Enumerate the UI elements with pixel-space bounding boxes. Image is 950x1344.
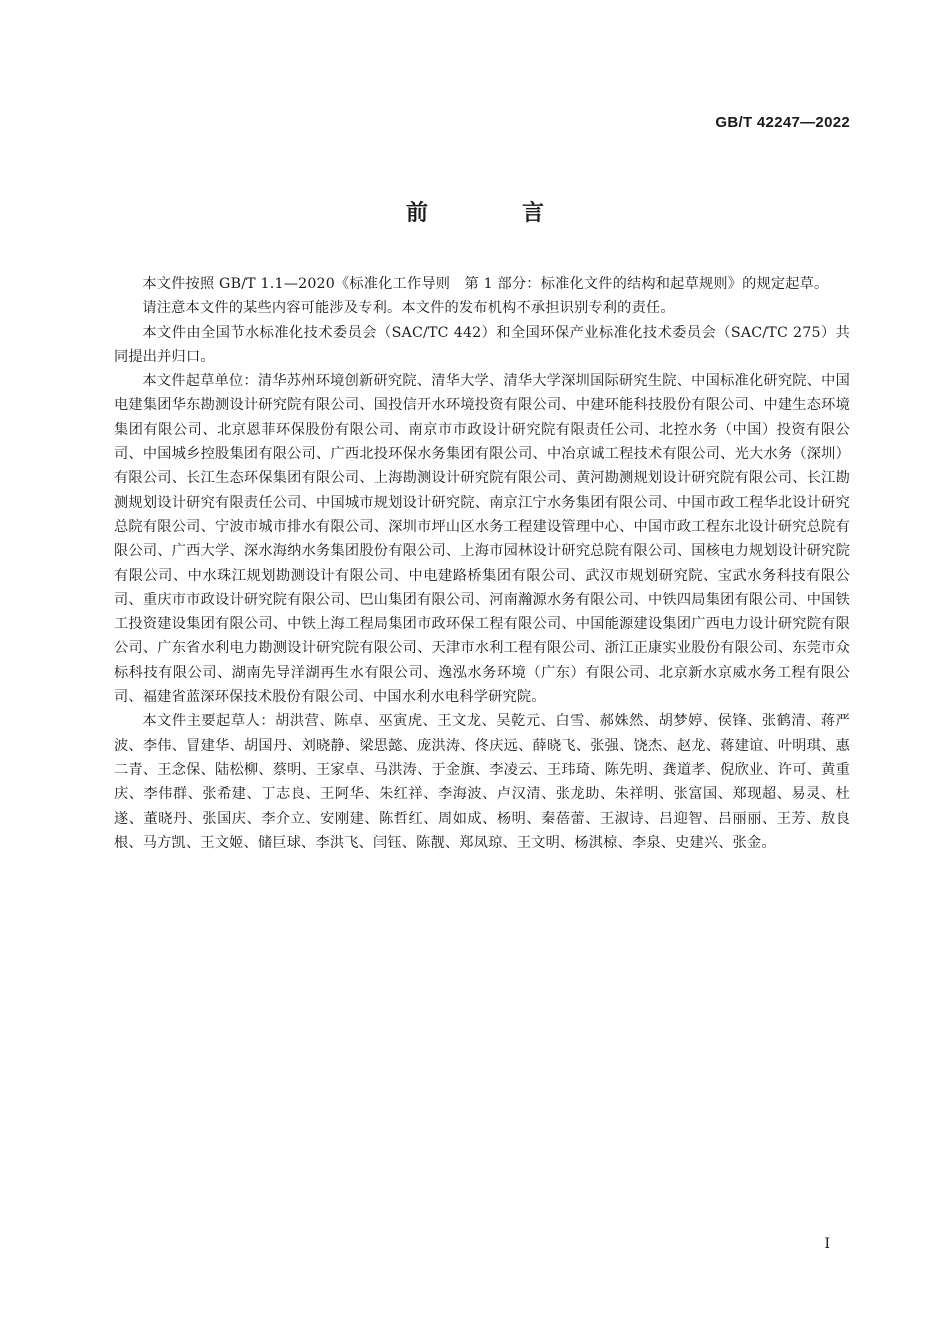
page-number: I (824, 1236, 830, 1252)
paragraph-drafting-rules: 本文件按照 GB/T 1.1—2020《标准化工作导则 第 1 部分：标准化文件的结构和起草规则》的规定起草。 (142, 276, 829, 292)
paragraph-proposer: 本文件由全国节水标准化技术委员会（SAC/TC 442）和全国环保产业标准化技术委员会（SAC/TC 275）共同提出并归口。 (114, 324, 850, 365)
paragraph-drafters: 本文件主要起草人：胡洪营、陈卓、巫寅虎、王文龙、吴乾元、白雪、郝姝然、胡梦婷、侯锋、张鹤清、蒋严波、李伟、冒建华、胡国丹、刘晓静、梁思懿、庞洪涛、佟庆远、薛晓飞、张强、饶杰、赵龙、蒋建谊、叶明琪、惠二青、王念保、陆松柳、蔡明、王家卓、马洪涛、于金旗、李凌云、王玮琦、陈先明、龚道孝、倪欣业、许可、黄重庆、李伟群、张希建、丁志良、王阿华、朱红祥、李海波、卢汉清、张龙助、朱祥明、张富国、郑现超、易灵、杜遂、董晓丹、张国庆、李介立、安刚建、陈哲红、周如成、杨明、秦蓓蕾、王淑诗、吕迎智、吕丽丽、王芳、敖良根、马方凯、王文姬、储巨球、李洪飞、闫钰、陈靓、郑凤琼、王文明、杨淇椋、李泉、史建兴、张金。 (114, 713, 850, 851)
paragraph-patent-notice: 请注意本文件的某些内容可能涉及专利。本文件的发布机构不承担识别专利的责任。 (142, 300, 675, 317)
foreword-body (114, 272, 850, 855)
page-title: 前 言 (405, 201, 580, 226)
standard-code: GB/T 42247—2022 (715, 114, 850, 131)
paragraph-drafting-units: 本文件起草单位：清华苏州环境创新研究院、清华大学、清华大学深圳国际研究生院、中国标准化研究院、中国电建集团华东勘测设计研究院有限公司、国投信开水环境投资有限公司、中建环能科技股份有限公司、中建生态环境集团有限公司、北京恩菲环保股份有限公司、南京市市政设计研究院有限责任公司、北控水务（中国）投资有限公司、中国城乡控股集团有限公司、广西北投环保水务集团有限公司、中冶京诚工程技术有限公司、光大水务（深圳）有限公司、长江生态环保集团有限公司、上海勘测设计研究院有限公司、黄河勘测规划设计研究院有限公司、长江勘测规划设计研究有限责任公司、中国城市规划设计研究院、南京江宁水务集团有限公司、中国市政工程华北设计研究总院有限公司、宁波市城市排水有限公司、深圳市坪山区水务工程建设管理中心、中国市政工程东北设计研究总院有限公司、广西大学、深水海纳水务集团股份有限公司、上海市园林设计研究总院有限公司、国核电力规划设计研究院有限公司、中水珠江规划勘测设计有限公司、中电建路桥集团有限公司、武汉市规划研究院、宝武水务科技有限公司、重庆市市政设计研究院有限公司、巴山集团有限公司、河南瀚源水务有限公司、中铁四局集团有限公司、中国铁工投资建设集团有限公司、中铁上海工程局集团市政环保工程有限公司、中国能源建设集团广西电力设计研究院有限公司、广东省水利电力勘测设计研究院有限公司、天津市水利工程有限公司、浙江正康实业股份有限公司、东莞市众标科技有限公司、湖南先导洋湖再生水有限公司、逸泓水务环境（广东）有限公司、北京新水京威水务工程有限公司、福建省蓝深环保技术股份有限公司、中国水利水电科学研究院。 (114, 373, 850, 706)
